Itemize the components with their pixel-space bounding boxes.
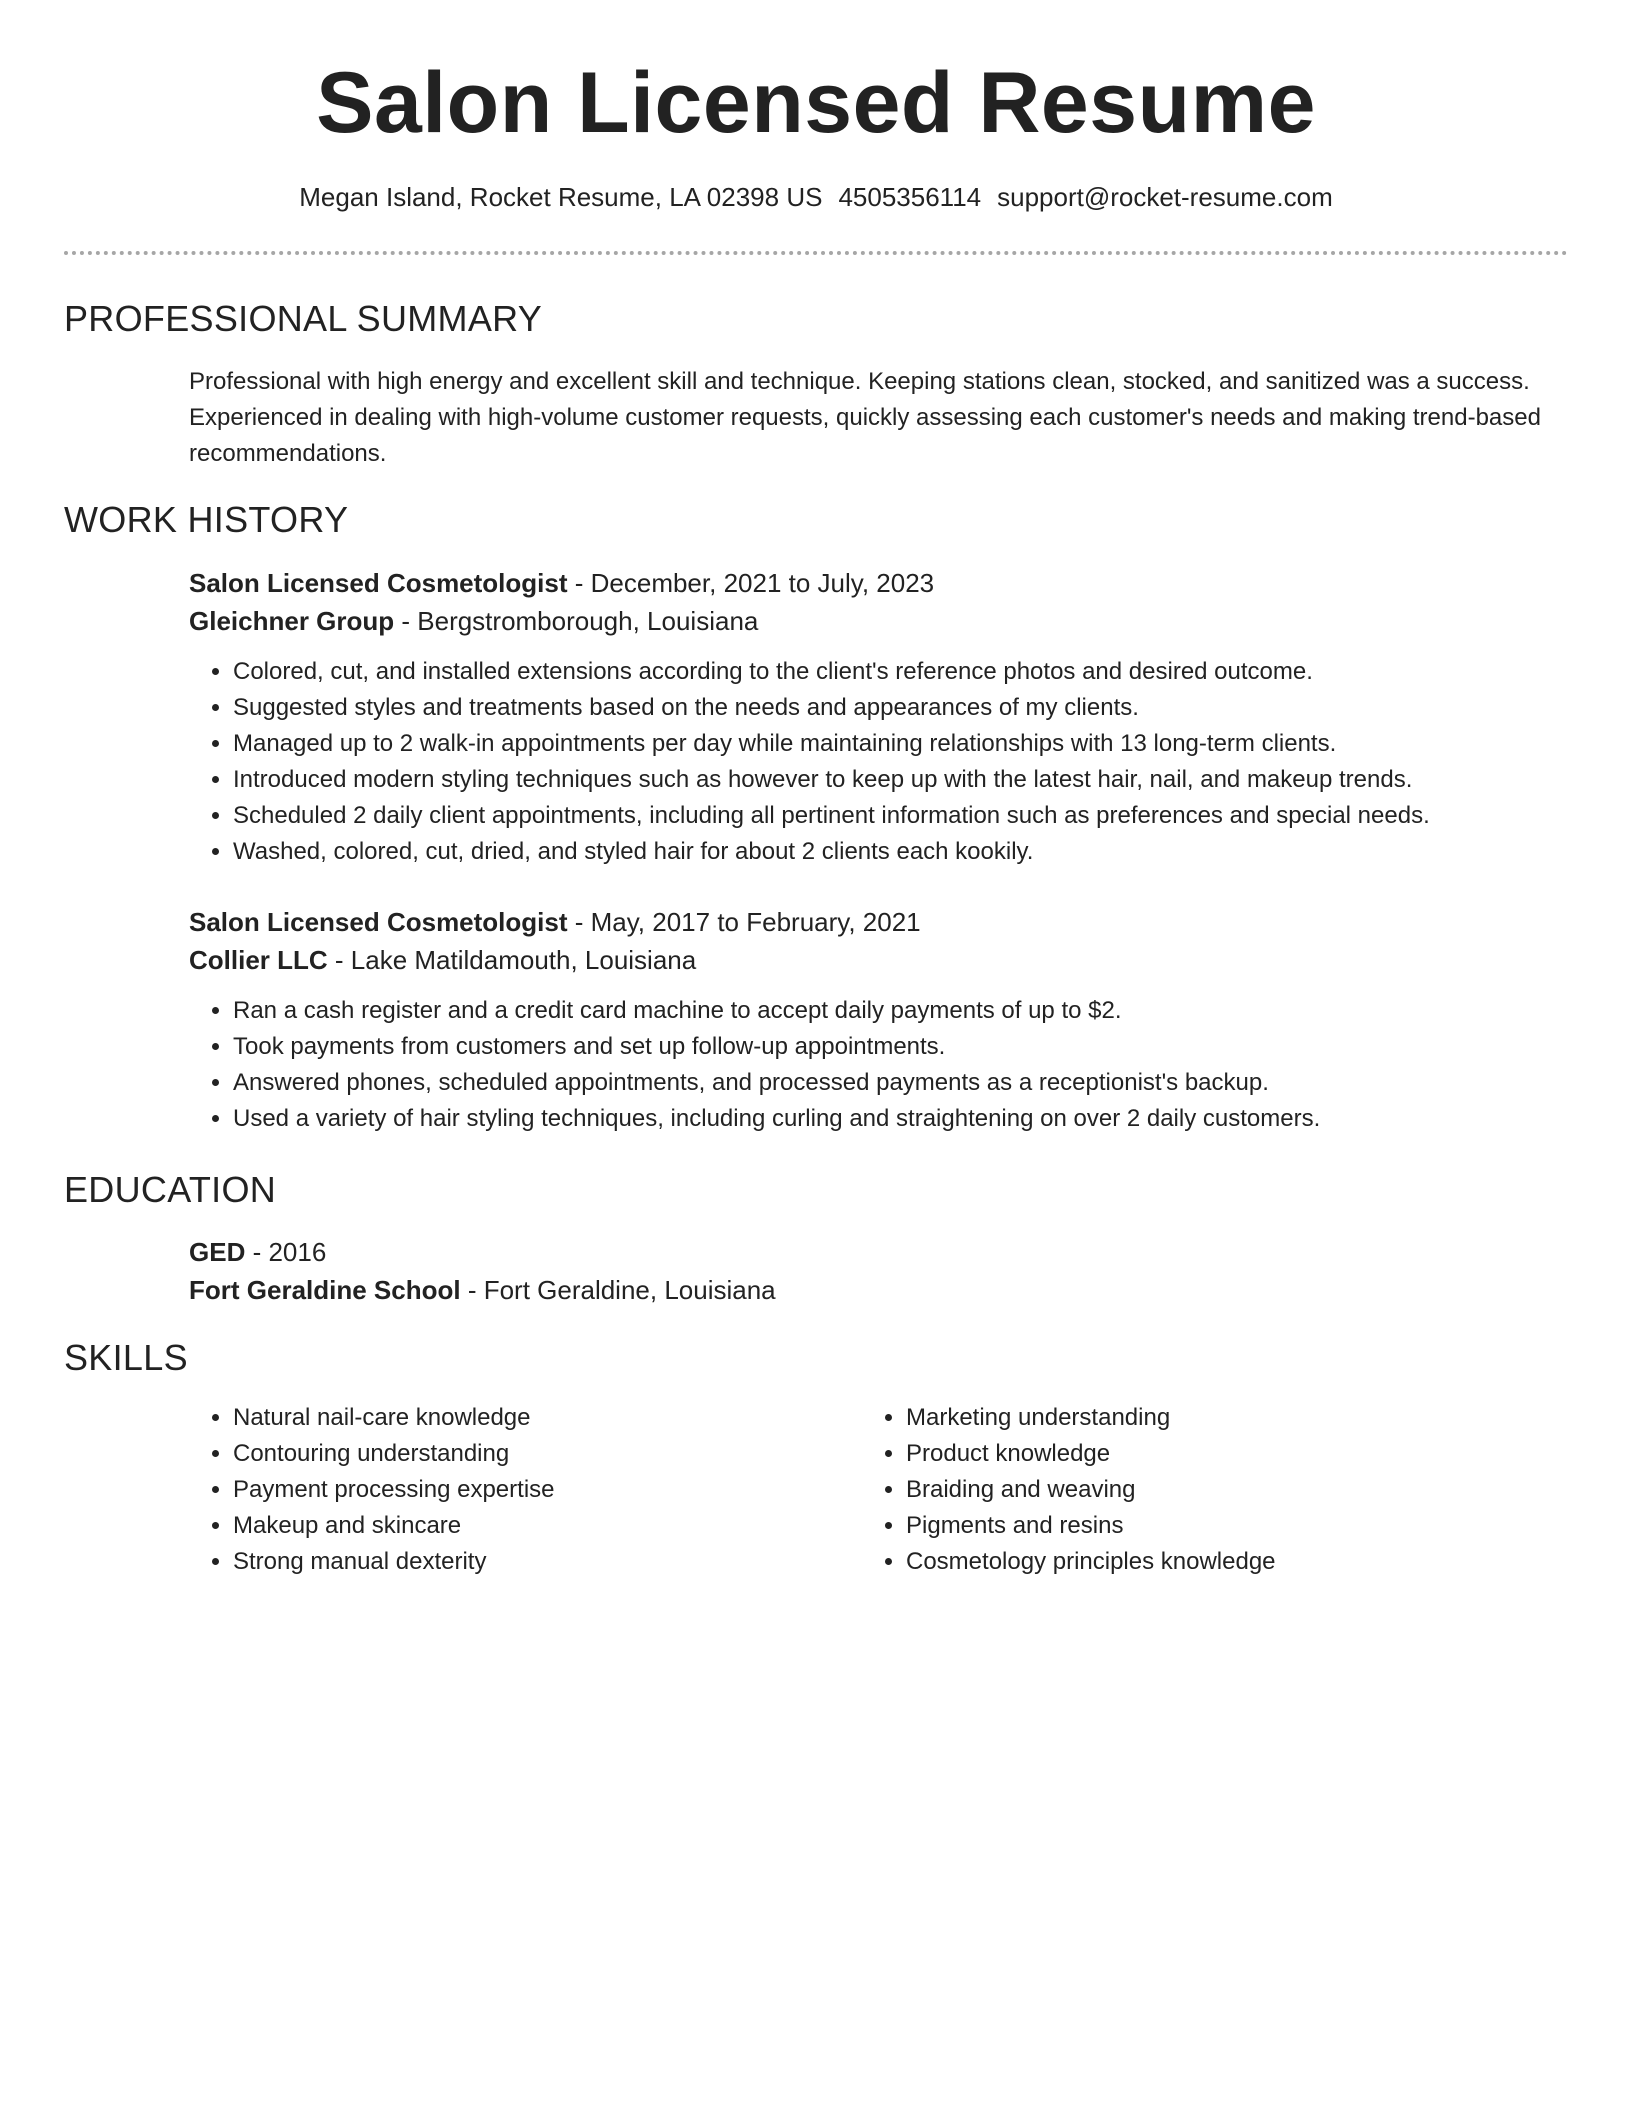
skills-list-right (862, 1400, 1276, 1580)
skill-item: • Contouring understanding (233, 1436, 555, 1472)
header-divider (64, 251, 1568, 255)
job-company-line (189, 941, 1569, 979)
skill-item: • Product knowledge (906, 1436, 1276, 1472)
job-title: Salon Licensed Cosmetologist (189, 907, 568, 937)
job-bullet: • Managed up to 2 walk-in appointments per day while maintaining relationships with 13 long-term clients. (233, 726, 1569, 762)
resume-title: Salon Licensed Resume (316, 55, 1316, 151)
summary-section (189, 364, 1569, 472)
job-bullets (189, 654, 1569, 870)
education-degree-line (189, 1233, 1569, 1271)
skill-item: • Strong manual dexterity (233, 1544, 555, 1580)
job-bullet: • Colored, cut, and installed extensions according to the client's reference photos and desired outcome. (233, 654, 1569, 690)
contact-line (0, 181, 1632, 215)
job-dates: - December, 2021 to July, 2023 (567, 568, 935, 598)
skills-list-left (189, 1400, 555, 1580)
work-history-heading: WORK HISTORY (64, 499, 349, 540)
education-degree: GED (189, 1237, 246, 1267)
job-bullet: • Took payments from customers and set up follow-up appointments. (233, 1029, 1569, 1065)
skill-item: • Natural nail-care knowledge (233, 1400, 555, 1436)
job-bullet: • Suggested styles and treatments based on the needs and appearances of my clients. (233, 690, 1569, 726)
education-school: Fort Geraldine School (189, 1275, 461, 1305)
education-location: - Fort Geraldine, Louisiana (460, 1275, 776, 1305)
summary-heading: PROFESSIONAL SUMMARY (64, 298, 543, 339)
contact-phone: 4505356114 (838, 182, 982, 212)
skill-item: • Pigments and resins (906, 1508, 1276, 1544)
job-bullet: • Ran a cash register and a credit card machine to accept daily payments of up to $2. (233, 993, 1569, 1029)
education-heading: EDUCATION (64, 1169, 277, 1210)
job-entry (189, 903, 1569, 1137)
contact-address: Megan Island, Rocket Resume, LA 02398 US (299, 182, 823, 212)
job-entry (189, 564, 1569, 870)
job-bullet: • Introduced modern styling techniques such as however to keep up with the latest hair, nail, and makeup trends. (233, 762, 1569, 798)
job-company: Gleichner Group (189, 606, 395, 636)
job-bullets (189, 993, 1569, 1137)
skill-item: • Makeup and skincare (233, 1508, 555, 1544)
contact-email[interactable]: support@rocket-resume.com (997, 182, 1333, 212)
education-year: - 2016 (245, 1237, 327, 1267)
job-bullet: • Scheduled 2 daily client appointments, including all pertinent information such as preferences and special needs. (233, 798, 1569, 834)
job-bullet: • Used a variety of hair styling techniques, including curling and straightening on over 2 daily customers. (233, 1101, 1569, 1137)
job-bullet: • Washed, colored, cut, dried, and styled hair for about 2 clients each kookily. (233, 834, 1569, 870)
job-dates: - May, 2017 to February, 2021 (567, 907, 921, 937)
job-title-line (189, 903, 1569, 941)
education-school-line (189, 1271, 1569, 1309)
skills-heading: SKILLS (64, 1337, 188, 1378)
job-title: Salon Licensed Cosmetologist (189, 568, 568, 598)
job-company-line (189, 602, 1569, 640)
education-entry (189, 1233, 1569, 1309)
job-company: Collier LLC (189, 945, 328, 975)
skill-item: • Braiding and weaving (906, 1472, 1276, 1508)
job-location: - Lake Matildamouth, Louisiana (327, 945, 697, 975)
summary-text: Professional with high energy and excellent skill and technique. Keeping stations clean, stocked, and sanitized was a success. Experienced in dealing with high-volume customer requests, quickly assessing each customer's needs and making trend-based recommendations. (189, 368, 1541, 467)
job-location: - Bergstromborough, Louisiana (394, 606, 759, 636)
skill-item: • Payment processing expertise (233, 1472, 555, 1508)
job-bullet: • Answered phones, scheduled appointments, and processed payments as a receptionist's backup. (233, 1065, 1569, 1101)
skill-item: • Marketing understanding (906, 1400, 1276, 1436)
job-title-line (189, 564, 1569, 602)
skill-item: • Cosmetology principles knowledge (906, 1544, 1276, 1580)
